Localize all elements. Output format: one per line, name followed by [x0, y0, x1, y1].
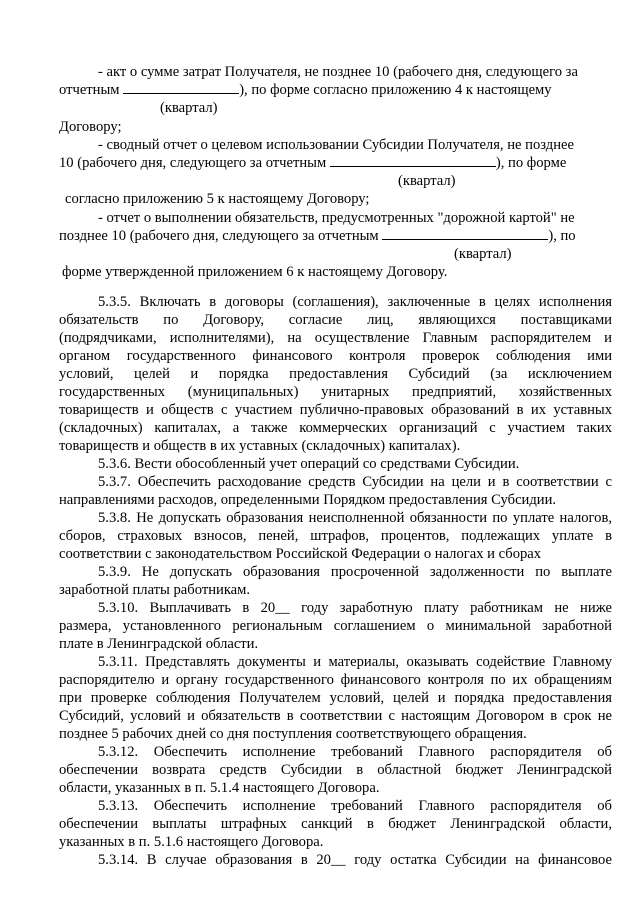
para-5-3-13-line: указанных в п. 5.1.6 настоящего Договора. [59, 834, 324, 850]
para-5-3-9-line: заработной платы работникам. [59, 582, 251, 598]
para-5-3-12-line: обеспечении возврата средств Субсидии в областной бюджет Ленинградской [59, 762, 612, 778]
para-5-3-5-line: условий, целей и порядка предоставления Субсидий (за исключением [59, 366, 612, 382]
para-5-3-14-line: 5.3.14. В случае образования в 20__ году остатка Субсидии на финансовое [98, 852, 612, 868]
top-line-10 [59, 227, 612, 245]
para-5-3-5-line: обязательств по Договору, согласие лиц, являющихся поставщиками [59, 312, 612, 328]
quarter-caption: (квартал) [398, 173, 456, 189]
para-5-3-7-line: направлениями расходов, определенными Порядком предоставления Субсидии. [59, 492, 557, 508]
para-5-3-13-line: обеспечении выплаты штрафных санкций в бюджет Ленинградской области, [59, 816, 612, 832]
para-5-3-9-line: 5.3.9. Не допускать образования просроченной задолженности по выплате [98, 564, 612, 580]
top-line-6 [59, 154, 612, 172]
para-5-3-8-line: соответствии с законодательством Российской Федерации о налогах и сборах [59, 546, 542, 562]
quarter-caption: (квартал) [160, 100, 218, 116]
top-line-6-text-b: ), по форме [495, 155, 567, 171]
blank-field [123, 81, 239, 94]
para-5-3-5-line: товариществ и обществ с участием публично-правовых образований в их уставных [59, 402, 612, 418]
para-5-3-10-line: плате в Ленинградской области. [59, 636, 259, 652]
para-5-3-10-line: размера, установленного региональным соглашением о минимальной заработной [59, 618, 612, 634]
para-5-3-5-line: 5.3.5. Включать в договоры (соглашения), заключенные в целях исполнения [98, 294, 612, 310]
para-5-3-10-line: 5.3.10. Выплачивать в 20__ году заработную плату работникам не ниже [98, 600, 612, 616]
para-5-3-11-line: при проверке соблюдения Получателем условий, целей и порядка предоставления [59, 690, 612, 706]
para-5-3-8-line: 5.3.8. Не допускать образования неисполненной обязанности по уплате налогов, [98, 510, 612, 526]
para-5-3-5-line: государственных (муниципальных) унитарных предприятий, хозяйственных [59, 384, 612, 400]
para-5-3-11-line: распорядителю и органу государственного финансового контроля по их обращениям [59, 672, 612, 688]
para-5-3-8-line: сборов, страховых взносов, пеней, штрафов, процентов, подлежащих уплате в [59, 528, 612, 544]
para-5-3-6: 5.3.6. Вести обособленный учет операций со средствами Субсидии. [98, 456, 520, 472]
quarter-caption: (квартал) [454, 246, 512, 262]
top-line-6-text: 10 (рабочего дня, следующего за отчетным [59, 155, 327, 171]
top-line-1: - акт о сумме затрат Получателя, не позднее 10 (рабочего дня, следующего за [98, 64, 578, 80]
para-5-3-5-line: (складочных) капиталах, а также коммерческих организаций с участием таких [59, 420, 612, 436]
para-5-3-5-line: (подрядчиками, исполнителями), на осуществление Главным распорядителем и [59, 330, 612, 346]
blank-field [330, 154, 496, 167]
top-line-4: Договору; [59, 119, 122, 135]
para-5-3-11-line: Субсидий, условий и обязательств в соответствии с настоящим Договором в срок не [59, 708, 612, 724]
para-5-3-11-line: 5.3.11. Представлять документы и материалы, оказывать содействие Главному [98, 654, 612, 670]
top-line-10-text: позднее 10 (рабочего дня, следующего за отчетным [59, 228, 379, 244]
para-5-3-13-line: 5.3.13. Обеспечить исполнение требований Главного распорядителя об [98, 798, 612, 814]
top-line-2-text: отчетным [59, 82, 120, 98]
top-line-10-text-b: ), по [548, 228, 576, 244]
para-5-3-12-line: области, указанных в п. 5.1.4 настоящего Договора. [59, 780, 380, 796]
para-5-3-7-line: 5.3.7. Обеспечить расходование средств Субсидии на цели и в соответствии с [98, 474, 612, 490]
para-5-3-11-line: позднее 5 рабочих дней со дня поступления соответствующего обращения. [59, 726, 527, 742]
top-line-2 [59, 81, 612, 99]
para-5-3-5-line: органом государственного финансового контроля проверок соблюдения ими [59, 348, 612, 364]
blank-field [382, 227, 548, 240]
top-line-12: форме утвержденной приложением 6 к настоящему Договору. [62, 264, 448, 280]
top-line-2-text-b: ), по форме согласно приложению 4 к настоящему [239, 82, 552, 98]
para-5-3-5-line: товариществ и обществ в их уставных (складочных) капиталах). [59, 438, 461, 454]
top-line-9: - отчет о выполнении обязательств, предусмотренных "дорожной картой" не [98, 210, 575, 226]
top-line-5: - сводный отчет о целевом использовании Субсидии Получателя, не позднее [98, 137, 574, 153]
para-5-3-12-line: 5.3.12. Обеспечить исполнение требований Главного распорядителя об [98, 744, 612, 760]
top-line-8: согласно приложению 5 к настоящему Договору; [65, 191, 370, 207]
